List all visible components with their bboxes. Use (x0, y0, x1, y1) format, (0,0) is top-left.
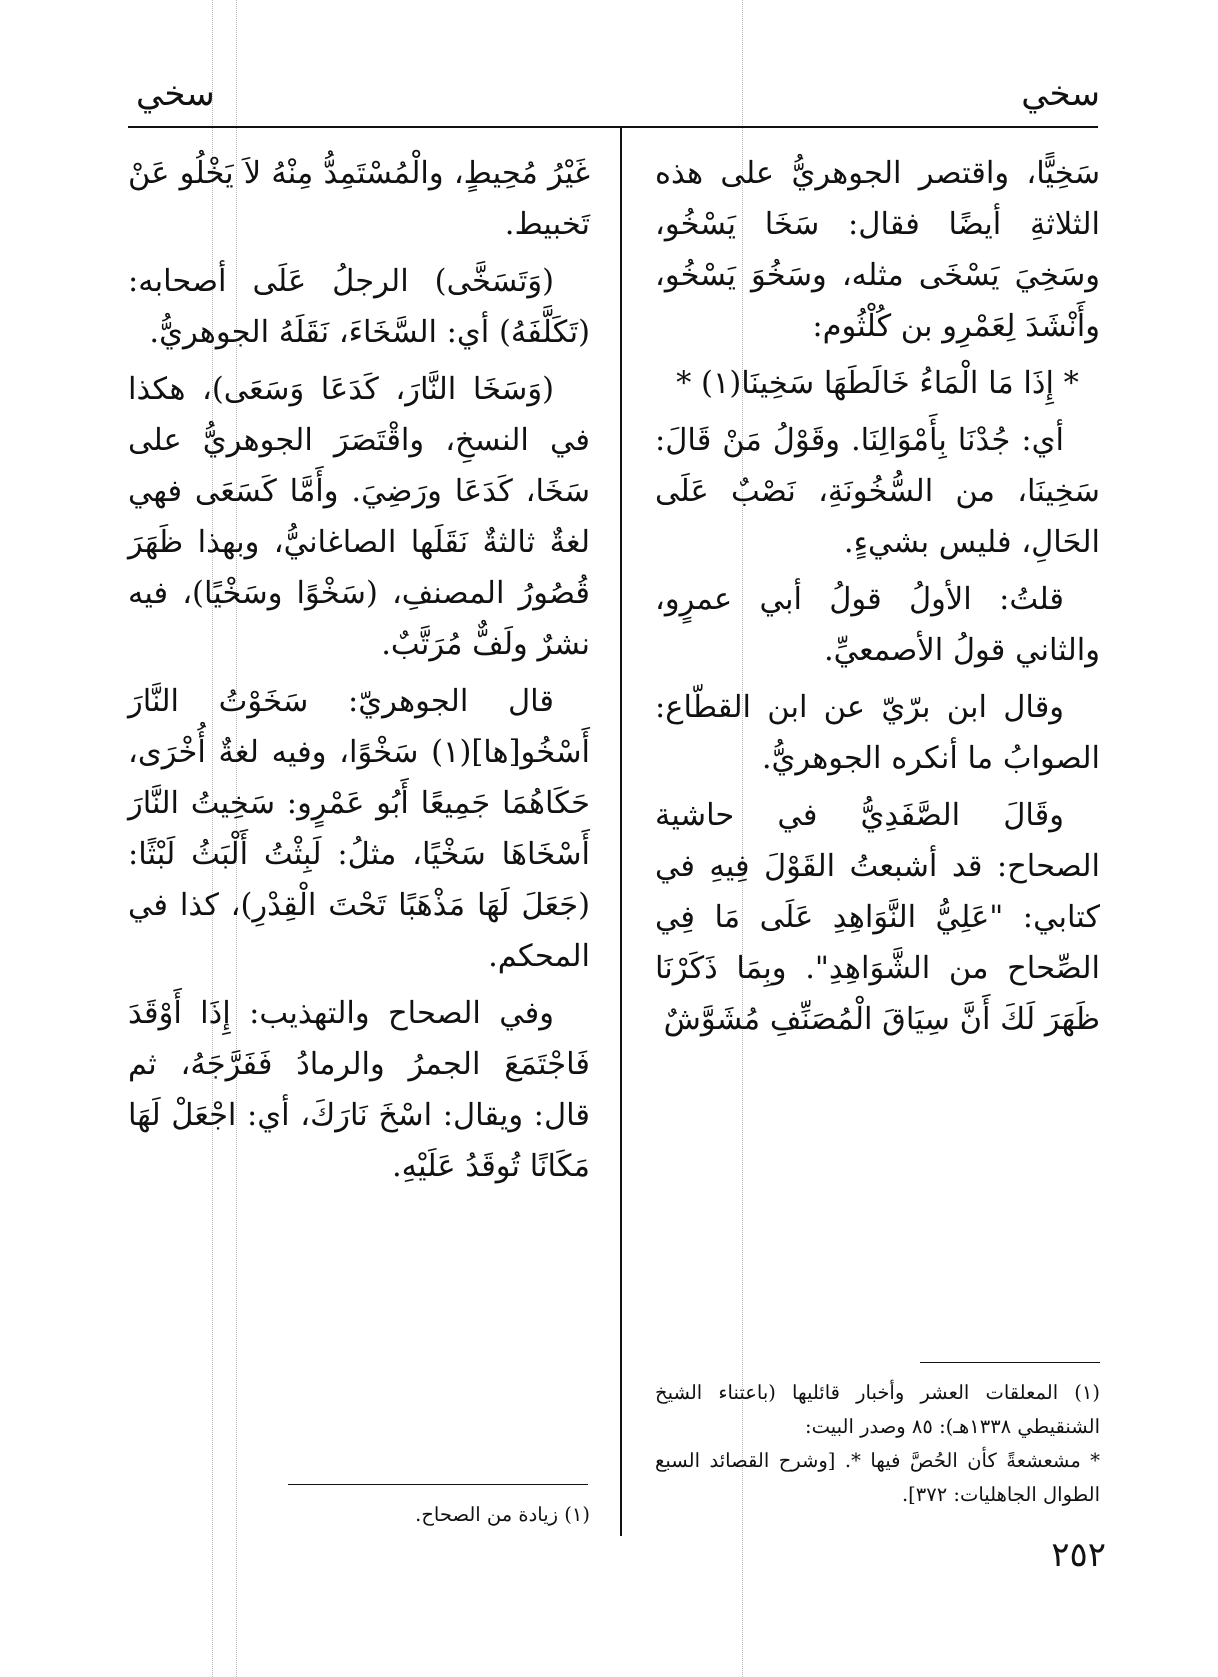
running-header-left: سخي (136, 74, 215, 114)
footnote-rule (288, 1484, 588, 1485)
left-column (128, 148, 590, 1198)
running-header-right: سخي (1021, 74, 1100, 114)
footnote: * مشعشعةً كأن الحُصَّ فيها *. [وشرح القصائد السبع الطوال الجاهليات: ٣٧٢]. (655, 1449, 1100, 1506)
paragraph: غَيْرُ مُحِيطٍ، والْمُسْتَمِدُّ مِنْهُ لاَ يَخْلُو عَنْ تَخبيط. (128, 156, 590, 242)
paragraph: سَخِيًّا، واقتصر الجوهريُّ على هذه الثلاثةِ أيضًا فقال: سَخَا يَسْخُو، وسَخِيَ يَسْخَى مثله، وسَخُوَ يَسْخُو، وأَنْشَدَ لِعَمْرِو بن كُلْثُوم: (655, 156, 1100, 344)
paragraph: قلتُ: الأولُ قولُ أبي عمرٍو، والثاني قولُ الأصمعيِّ. (655, 582, 1100, 668)
right-column (655, 148, 1100, 1051)
paragraph: أي: جُدْنَا بِأَمْوَالِنَا. وقَوْلُ مَنْ قَالَ: سَخِينَا، من السُّخُونَةِ، نَصْبٌ عَلَى الحَالِ، فليس بشيءٍ. (655, 423, 1100, 560)
footnote-rule (920, 1362, 1100, 1363)
footnote: (١) زيادة من الصحاح. (415, 1503, 590, 1526)
page-number: ٢٥٢ (1051, 1535, 1106, 1575)
paragraph: وقَالَ الصَّفَدِيُّ في حاشية الصحاح: قد أشبعتُ القَوْلَ فِيهِ في كتابي: "عَلِيُّ النَّوَاهِدِ عَلَى مَا فِي الصِّحاح من الشَّوَاهِدِ". وبِمَا ذَكَرْنَا ظَهَرَ لَكَ أَنَّ سِيَاقَ الْمُصَنِّفِ مُشَوَّشٌ (655, 798, 1100, 1037)
header-rule (128, 126, 1098, 128)
paragraph: (وَتَسَخَّى) الرجلُ عَلَى أصحابه: (تَكَلَّفَهُ) أي: السَّخَاءَ، نَقَلَهُ الجوهريُّ. (128, 264, 590, 350)
right-footnotes (655, 1376, 1100, 1512)
paragraph: وقال ابن برّيّ عن ابن القطّاع: الصوابُ ما أنكره الجوهريُّ. (655, 690, 1100, 776)
column-divider (620, 126, 622, 1536)
paragraph: وفي الصحاح والتهذيب: إِذَا أَوْقَدَ فَاجْتَمَعَ الجمرُ والرمادُ فَفَرَّجَهُ، ثم قال: ويقال: اسْخَ نَارَكَ، أي: اجْعَلْ لَهَا مَكَانًا تُوقَدُ عَلَيْهِ. (128, 996, 590, 1184)
paragraph: (وَسَخَا النَّارَ، كَدَعَا وَسَعَى)، هكذا في النسخِ، واقْتَصَرَ الجوهريُّ على سَخَا، كَدَعَا ورَضِيَ. وأَمَّا كَسَعَى فهي لغةٌ ثالثةٌ نَقَلَها الصاغانيُّ، وبهذا ظَهَرَ قُصُورُ المصنفِ، (سَخْوًا وسَخْيًا)، فيه نشرٌ ولَفٌّ مُرَتَّبٌ. (128, 372, 590, 662)
verse-line: * إِذَا مَا الْمَاءُ خَالَطَهَا سَخِينَا(١) * (676, 366, 1079, 401)
footnote: (١) المعلقات العشر وأخبار قائليها (باعتناء الشيخ الشنقيطي ١٣٣٨هـ): ٨٥ وصدر البيت: (655, 1381, 1100, 1438)
paragraph: قال الجوهريّ: سَخَوْتُ النَّارَ أَسْخُو[ها](١) سَخْوًا، وفيه لغةٌ أُخْرَى، حَكَاهُمَا جَمِيعًا أَبُو عَمْرٍو: سَخِيتُ النَّارَ أَسْخَاهَا سَخْيًا، مثلُ: لَبِثْتُ أَلْبَثُ لَبْثًا: (جَعَلَ لَهَا مَذْهَبًا تَحْتَ الْقِدْرِ)، كذا في المحكم. (128, 684, 590, 974)
left-footnotes (128, 1498, 590, 1532)
